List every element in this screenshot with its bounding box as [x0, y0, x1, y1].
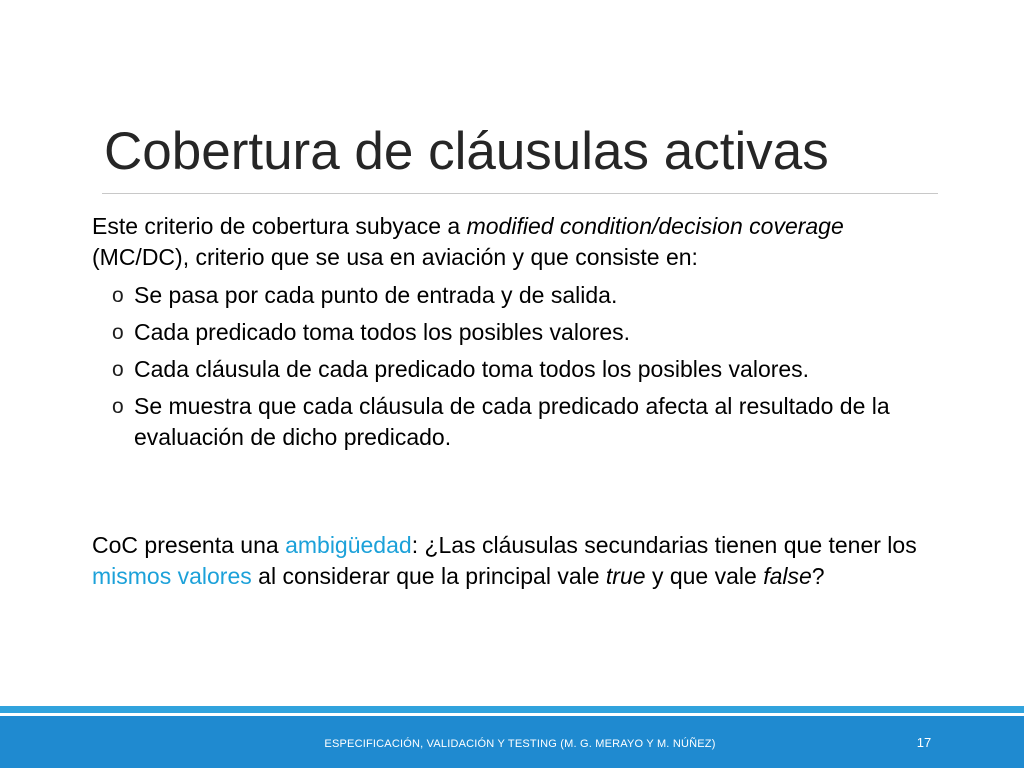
coc-text-2: : ¿Las cláusulas secundarias tienen que tener los: [411, 532, 917, 558]
coc-italic-false: false: [763, 563, 812, 589]
intro-paragraph: [92, 211, 922, 273]
slide-title: Cobertura de cláusulas activas: [104, 122, 829, 181]
coc-paragraph: [92, 530, 922, 592]
coc-accent-ambiguity: ambigüedad: [285, 532, 412, 558]
bullet-marker: o: [112, 284, 124, 307]
coc-text-1: CoC presenta una: [92, 532, 286, 558]
list-item: [112, 391, 912, 453]
intro-italic-term: modified condition/decision coverage: [466, 213, 844, 239]
criteria-list: [112, 280, 912, 459]
list-item-text: Cada predicado toma todos los posibles valores.: [134, 319, 631, 345]
intro-text-1: Este criterio de cobertura subyace a: [92, 213, 467, 239]
coc-text-4: y que vale: [645, 563, 764, 589]
coc-text-5: ?: [811, 563, 825, 589]
list-item: [112, 354, 912, 385]
intro-text-2: (MC/DC), criterio que se usa en aviación y que consiste en:: [92, 244, 698, 270]
list-item: [112, 317, 912, 348]
coc-text-3: al considerar que la principal vale: [251, 563, 606, 589]
footer-text: ESPECIFICACIÓN, VALIDACIÓN Y TESTING (M. G. MERAYO Y M. NÚÑEZ): [324, 738, 716, 750]
title-divider: [102, 193, 938, 194]
coc-italic-true: true: [605, 563, 646, 589]
list-item-text: Cada cláusula de cada predicado toma todos los posibles valores.: [134, 356, 810, 382]
list-item: [112, 280, 912, 311]
footer-accent-stripe: [0, 706, 1024, 713]
page-number: 17: [916, 735, 932, 750]
bullet-marker: o: [112, 395, 124, 418]
list-item-text: Se muestra que cada cláusula de cada predicado afecta al resultado de la evaluación de dicho predicado.: [134, 393, 890, 450]
list-item-text: Se pasa por cada punto de entrada y de salida.: [134, 282, 618, 308]
bullet-marker: o: [112, 321, 124, 344]
coc-accent-same-values: mismos valores: [92, 563, 252, 589]
bullet-marker: o: [112, 358, 124, 381]
